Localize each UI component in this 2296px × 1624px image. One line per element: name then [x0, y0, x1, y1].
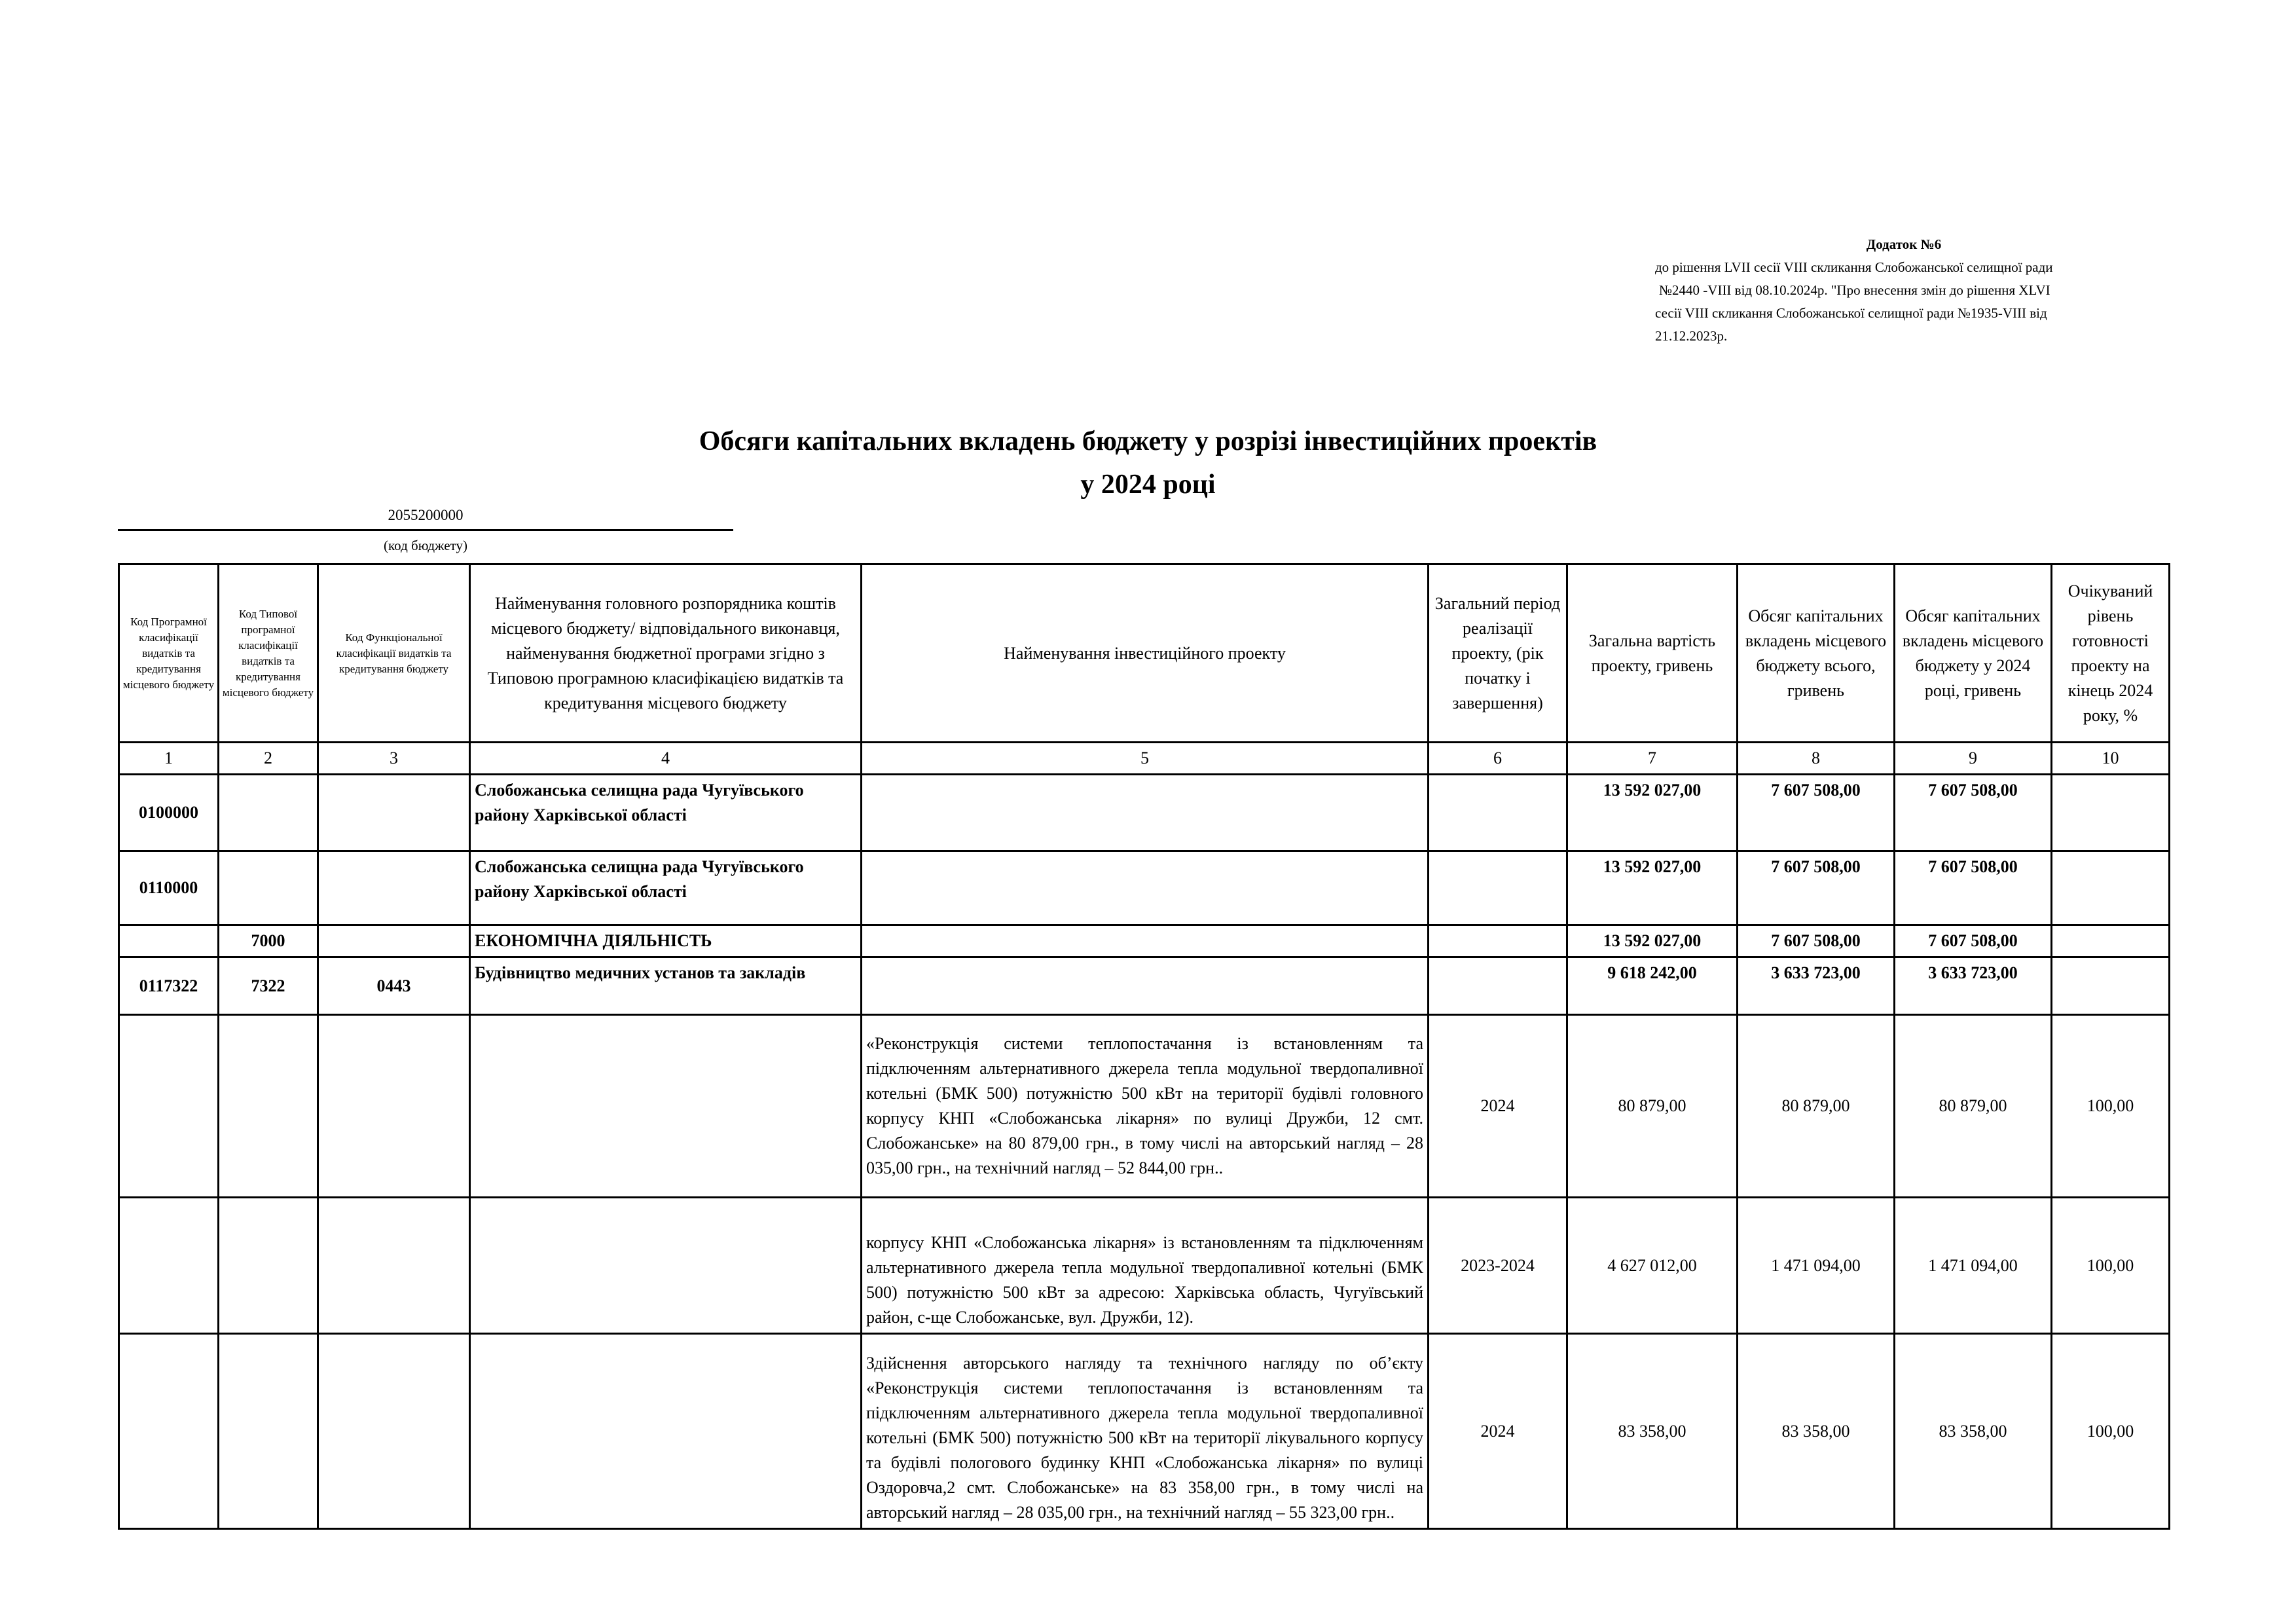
typical-program-code — [219, 1198, 318, 1334]
capital-total: 80 879,00 — [1738, 1015, 1895, 1198]
column-index: 4 — [470, 743, 862, 775]
typical-program-code — [219, 851, 318, 925]
typical-program-code — [219, 1015, 318, 1198]
program-code: 0117322 — [119, 957, 219, 1015]
period — [1429, 851, 1567, 925]
project-name: Здійснення авторського нагляду та технічного нагляду по об’єкту «Реконструкція системи теплопостачання із встановленням та підключенням альтернативного джерела тепла модульної твердопаливної котельні (БМК 500) потужністю 500 кВт на території лікувального корпусу та будівлі пологового будинку КНП «Слобожанська лікарня» по вулиці Оздоровча,2 смт. Слобожанське» на 83 358,00 грн., в тому числі на авторський нагляд – 28 035,00 грн., на технічний нагляд – 55 323,00 грн.. — [862, 1334, 1429, 1529]
header-capital-total: Обсяг капітальних вкладень місцевого бюджету всього, гривень — [1738, 564, 1895, 743]
program-code — [119, 1198, 219, 1334]
header-functional-code: Код Функціональної класифікації видатків та кредитування бюджету — [318, 564, 470, 743]
appendix-line-3: сесії VIII скликання Слобожанської селищної ради №1935-VIII від — [1655, 305, 2047, 321]
column-index: 5 — [862, 743, 1429, 775]
period — [1429, 925, 1567, 957]
typical-program-code: 7000 — [219, 925, 318, 957]
functional-code — [318, 1198, 470, 1334]
period: 2023-2024 — [1429, 1198, 1567, 1334]
functional-code — [318, 775, 470, 851]
column-index: 1 — [119, 743, 219, 775]
header-total-cost: Загальна вартість проекту, гривень — [1567, 564, 1738, 743]
budget-code-underline — [118, 529, 733, 531]
column-index-row — [119, 743, 2170, 775]
typical-program-code — [219, 775, 318, 851]
program-code: 0100000 — [119, 775, 219, 851]
header-capital-2024: Обсяг капітальних вкладень місцевого бюджету у 2024 році, гривень — [1895, 564, 2052, 743]
program-code — [119, 1015, 219, 1198]
column-index: 9 — [1895, 743, 2052, 775]
capital-2024: 80 879,00 — [1895, 1015, 2052, 1198]
capital-total: 7 607 508,00 — [1738, 851, 1895, 925]
program-code: 0110000 — [119, 851, 219, 925]
table-header-row — [119, 564, 2170, 743]
column-index: 2 — [219, 743, 318, 775]
manager-name — [470, 1198, 862, 1334]
manager-name: Слобожанська селищна рада Чугуївського району Харківської області — [470, 775, 862, 851]
manager-name: Слобожанська селищна рада Чугуївського району Харківської області — [470, 851, 862, 925]
manager-name: ЕКОНОМІЧНА ДІЯЛЬНІСТЬ — [470, 925, 862, 957]
period: 2024 — [1429, 1015, 1567, 1198]
table-row — [119, 925, 2170, 957]
total-cost: 13 592 027,00 — [1567, 851, 1738, 925]
document-title: Обсяги капітальних вкладень бюджету у розрізі інвестиційних проектів — [699, 426, 1597, 456]
capital-total: 7 607 508,00 — [1738, 775, 1895, 851]
budget-code: 2055200000 — [388, 507, 464, 523]
readiness — [2052, 851, 2170, 925]
project-name: «Реконструкція системи теплопостачання із встановленням та підключенням альтернативного джерела тепла модульної твердопаливної котельні (БМК 500) потужністю 500 кВт на території будівлі головного корпусу КНП «Слобожанська лікарня» по вулиці Дружби, 12 смт. Слобожанське» на 80 879,00 грн., в тому числі на авторський нагляд – 28 035,00 грн., на технічний нагляд – 52 844,00 грн.. — [862, 1015, 1429, 1198]
header-typical-program-code: Код Типової програмної класифікації видатків та кредитування місцевого бюджету — [219, 564, 318, 743]
header-program-code: Код Програмної класифікації видатків та кредитування місцевого бюджету — [119, 564, 219, 743]
total-cost: 13 592 027,00 — [1567, 775, 1738, 851]
total-cost: 80 879,00 — [1567, 1015, 1738, 1198]
table-row — [119, 957, 2170, 1015]
manager-name: Будівництво медичних установ та закладів — [470, 957, 862, 1015]
capital-total: 83 358,00 — [1738, 1334, 1895, 1529]
functional-code — [318, 1015, 470, 1198]
readiness — [2052, 775, 2170, 851]
functional-code — [318, 851, 470, 925]
manager-name — [470, 1015, 862, 1198]
project-name — [862, 775, 1429, 851]
appendix-note — [1655, 233, 2153, 348]
total-cost: 83 358,00 — [1567, 1334, 1738, 1529]
appendix-line-2: №2440 -VIII від 08.10.2024р. "Про внесення змін до рішення XLVI — [1659, 282, 2050, 298]
header-readiness: Очікуваний рівень готовності проекту на кінець 2024 року, % — [2052, 564, 2170, 743]
total-cost: 4 627 012,00 — [1567, 1198, 1738, 1334]
total-cost: 9 618 242,00 — [1567, 957, 1738, 1015]
readiness: 100,00 — [2052, 1015, 2170, 1198]
capital-2024: 7 607 508,00 — [1895, 775, 2052, 851]
readiness — [2052, 925, 2170, 957]
capital-total: 1 471 094,00 — [1738, 1198, 1895, 1334]
budget-code-caption: (код бюджету) — [384, 538, 467, 553]
header-period: Загальний період реалізації проекту, (рік початку і завершення) — [1429, 564, 1567, 743]
manager-name — [470, 1334, 862, 1529]
period — [1429, 775, 1567, 851]
period: 2024 — [1429, 1334, 1567, 1529]
header-project-name: Найменування інвестиційного проекту — [862, 564, 1429, 743]
column-index: 7 — [1567, 743, 1738, 775]
capital-2024: 1 471 094,00 — [1895, 1198, 2052, 1334]
functional-code: 0443 — [318, 957, 470, 1015]
program-code — [119, 925, 219, 957]
project-name — [862, 925, 1429, 957]
table-row — [119, 1015, 2170, 1198]
functional-code — [318, 1334, 470, 1529]
program-code — [119, 1334, 219, 1529]
readiness: 100,00 — [2052, 1334, 2170, 1529]
column-index: 3 — [318, 743, 470, 775]
project-name — [862, 957, 1429, 1015]
functional-code — [318, 925, 470, 957]
document-subtitle: у 2024 році — [1080, 470, 1216, 500]
appendix-title: Додаток №6 — [1866, 236, 1942, 252]
column-index: 10 — [2052, 743, 2170, 775]
table-row — [119, 1334, 2170, 1529]
table-row — [119, 1198, 2170, 1334]
table-row — [119, 775, 2170, 851]
period — [1429, 957, 1567, 1015]
appendix-line-1: до рішення LVII сесії VIII скликання Слобожанської селищної ради — [1655, 259, 2053, 275]
appendix-line-4: 21.12.2023р. — [1655, 328, 1728, 344]
capital-total: 3 633 723,00 — [1738, 957, 1895, 1015]
capital-2024: 7 607 508,00 — [1895, 925, 2052, 957]
header-manager-name: Найменування головного розпорядника коштів місцевого бюджету/ відповідального виконавця, найменування бюджетної програми згідно з Типовою програмною класифікацією видатків та кредитування місцевого бюджету — [470, 564, 862, 743]
readiness — [2052, 957, 2170, 1015]
typical-program-code — [219, 1334, 318, 1529]
capital-2024: 7 607 508,00 — [1895, 851, 2052, 925]
readiness: 100,00 — [2052, 1198, 2170, 1334]
column-index: 8 — [1738, 743, 1895, 775]
capital-investment-table — [118, 563, 2170, 1530]
project-name — [862, 851, 1429, 925]
capital-2024: 83 358,00 — [1895, 1334, 2052, 1529]
column-index: 6 — [1429, 743, 1567, 775]
project-name: корпусу КНП «Слобожанська лікарня» із встановленням та підключенням альтернативного джерела тепла модульної твердопаливної котельні (БМК 500) потужністю 500 кВт за адресою: Харківська область, Чугуївський район, с-ще Слобожанське, вул. Дружби, 12). — [862, 1198, 1429, 1334]
typical-program-code: 7322 — [219, 957, 318, 1015]
capital-2024: 3 633 723,00 — [1895, 957, 2052, 1015]
total-cost: 13 592 027,00 — [1567, 925, 1738, 957]
table-row — [119, 851, 2170, 925]
capital-total: 7 607 508,00 — [1738, 925, 1895, 957]
